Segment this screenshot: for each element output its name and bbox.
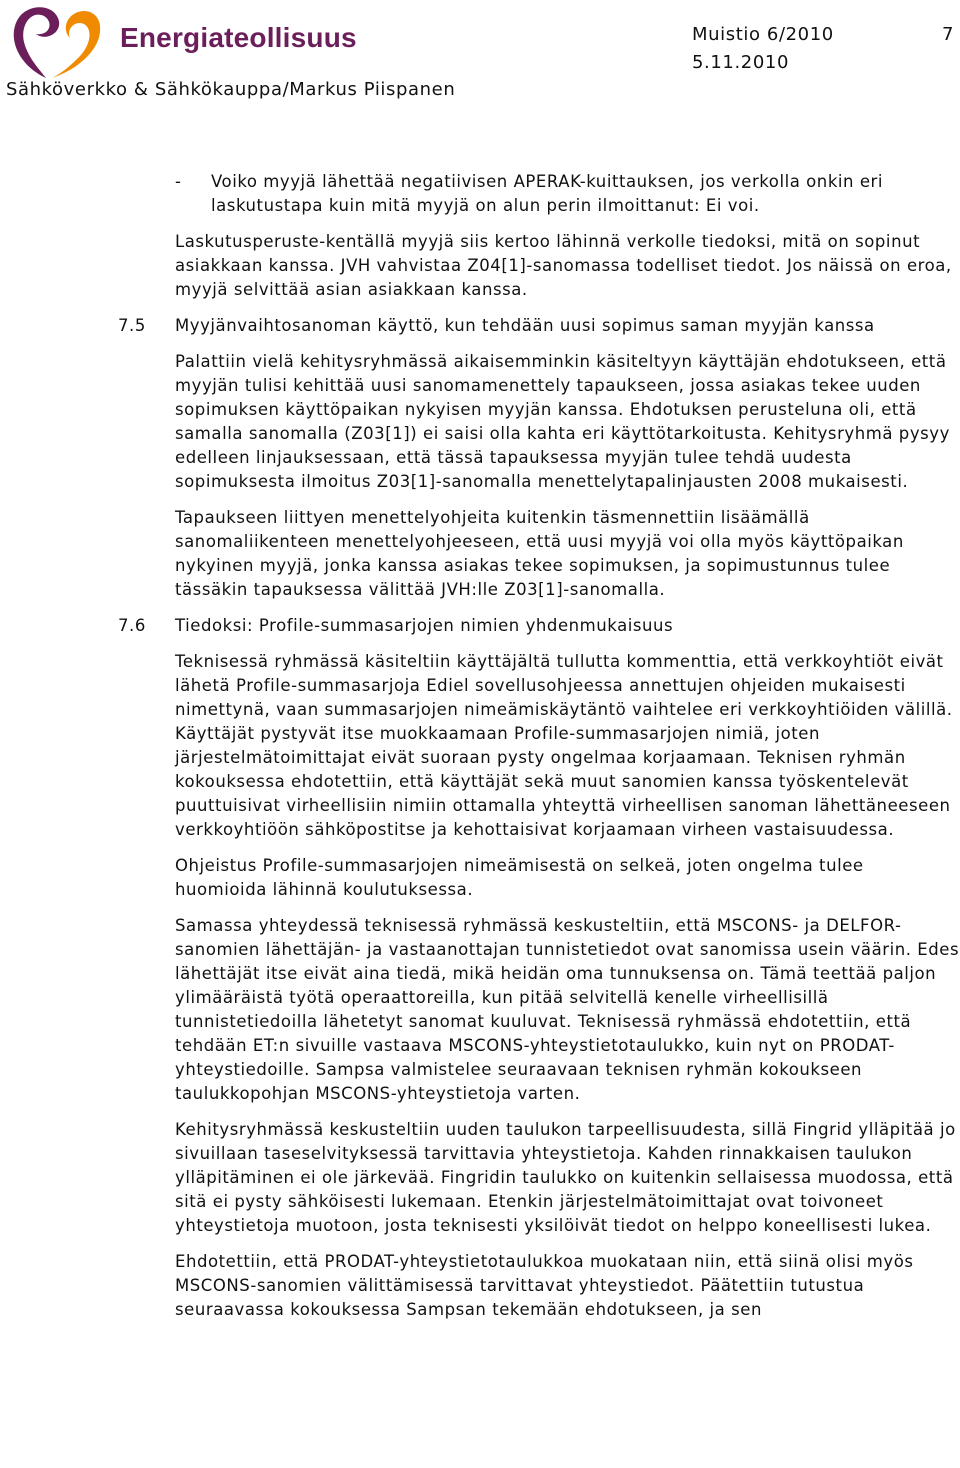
page-number: 7 [942, 24, 954, 45]
document-body [0, 170, 960, 1334]
paragraph: Ohjeistus Profile-summasarjojen nimeämisestä on selkeä, joten ongelma tulee huomioida lähinnä koulutuksessa. [175, 856, 864, 899]
brand-name: Energiateollisuus [120, 22, 357, 53]
page-header [0, 0, 960, 110]
section-heading-7-6 [0, 614, 960, 638]
paragraph: Palattiin vielä kehitysryhmässä aikaisemminkin käsiteltyyn käyttäjän ehdotukseen, että myyjän tulisi kehittää uusi sanomamenettely tapaukseen, jossa asiakas tekee uuden sopimuksen käyttöpaikan nykyisen myyjän kanssa. Ehdotuksen perusteluna oli, että samalla sanomalla (Z03[1]) ei saisi olla kahta eri käyttötarkoitusta. Kehitysryhmä pysyy edelleen linjauksessaan, että tässä tapauksessa myyjän tulee tehdä uudesta sopimuksesta ilmoitus Z03[1]-sanomalla menettelytapalinjausten 2008 mukaisesti. [175, 352, 950, 491]
paragraph: Teknisessä ryhmässä käsiteltiin käyttäjältä tullutta kommenttia, että verkkoyhtiöt eivät lähetä Profile-summasarjoja Ediel sovellusohjeessa annettujen ohjeiden mukaisesti nimettynä, vaan summasarjojen nimeämiskäytäntö vaihtelee eri verkkoyhtiöiden välillä. Käyttäjät pystyvät itse muokkaamaan Profile-summasarjojen nimiä, joten järjestelmätoimittajat eivät suoraan pysty ongelmaa korjaamaan. Teknisen ryhmän kokouksessa ehdotettiin, että käyttäjät sekä muut sanomien kanssa työskentelevät puuttuisivat virheellisiin nimiin ottamalla yhteyttä virheellisen sanoman lähettäneeseen verkkoyhtiöön sähköpostitse ja kehottaisivat korjaamaan virheen vastaisuudessa. [175, 652, 953, 839]
bullet-text: Voiko myyjä lähettää negatiivisen APERAK-kuittauksen, jos verkolla onkin eri laskutustapa kuin mitä myyjä on alun perin ilmoittanut: Ei voi. [211, 172, 884, 215]
section-title: Tiedoksi: Profile-summasarjojen nimien yhdenmukaisuus [175, 616, 674, 635]
section-title: Myyjänvaihtosanoman käyttö, kun tehdään uusi sopimus saman myyjän kanssa [175, 316, 875, 335]
memo-id: Muistio 6/2010 [692, 24, 834, 45]
energiateollisuus-logo-icon [6, 4, 106, 84]
bullet-item [175, 170, 960, 218]
author-line: Sähköverkko & Sähkökauppa/Markus Piispanen [6, 79, 456, 100]
section-number: 7.5 [118, 316, 146, 335]
section-heading-7-5 [0, 314, 960, 338]
paragraph: Samassa yhteydessä teknisessä ryhmässä keskusteltiin, että MSCONS- ja DELFOR-sanomien lähettäjän- ja vastaanottajan tunnistetiedot ovat sanomissa usein väärin. Edes lähettäjät itse eivät aina tiedä, mikä heidän oma tunnuksensa on. Tämä teettää paljon ylimääräistä työtä operaattoreilla, kun pitää selvitellä kenelle virheellisillä tunnistetiedoilla lähetetyt sanomat kuuluvat. Teknisessä ryhmässä ehdotettiin, että tehdään ET:n sivuille vastaava MSCONS-yhteystietotaulukko, kuin nyt on PRODAT-yhteystiedoille. Sampsa valmistelee seuraavaan teknisen ryhmän kokoukseen taulukkopohjan MSCONS-yhteystietoja varten. [175, 916, 960, 1103]
paragraph-intro: Laskutusperuste-kentällä myyjä siis kertoo lähinnä verkolle tiedoksi, mitä on sopinut asiakkaan kanssa. JVH vahvistaa Z04[1]-sanomassa todelliset tiedot. Jos näissä on eroa, myyjä selvittää asian asiakkaan kanssa. [175, 232, 952, 299]
section-number: 7.6 [118, 616, 146, 635]
paragraph: Ehdotettiin, että PRODAT-yhteystietotaulukkoa muokataan niin, että siinä olisi myös MSCONS-sanomien välittämisessä tarvittavat yhteystiedot. Päätettiin tutustua seuraavassa kokouksessa Sampsan tekemään ehdotukseen, ja sen [175, 1252, 914, 1319]
paragraph: Tapaukseen liittyen menettelyohjeita kuitenkin täsmennettiin lisäämällä sanomaliikenteen menettelyohjeeseen, että uusi myyjä voi olla myös käyttöpaikan nykyinen myyjä, jonka kanssa asiakas tekee sopimuksen, ja sopimustunnus tulee tässäkin tapauksessa välittää JVH:lle Z03[1]-sanomalla. [175, 508, 904, 599]
memo-date: 5.11.2010 [692, 52, 790, 73]
bullet-marker: - [175, 172, 182, 191]
paragraph: Kehitysryhmässä keskusteltiin uuden taulukon tarpeellisuudesta, sillä Fingrid ylläpitää jo sivuillaan taseselvityksessä tarvittavia yhteystietoja. Kahden rinnakkaisen taulukon ylläpitäminen ei ole järkevää. Fingridin taulukko on kuitenkin sellaisessa muodossa, että sitä ei pysty sähköisesti lukemaan. Etenkin järjestelmätoimittajat ovat toivoneet yhteystietoja muotoon, josta teknisesti yksilöivät tiedot on helppo koneellisesti lukea. [175, 1120, 956, 1235]
